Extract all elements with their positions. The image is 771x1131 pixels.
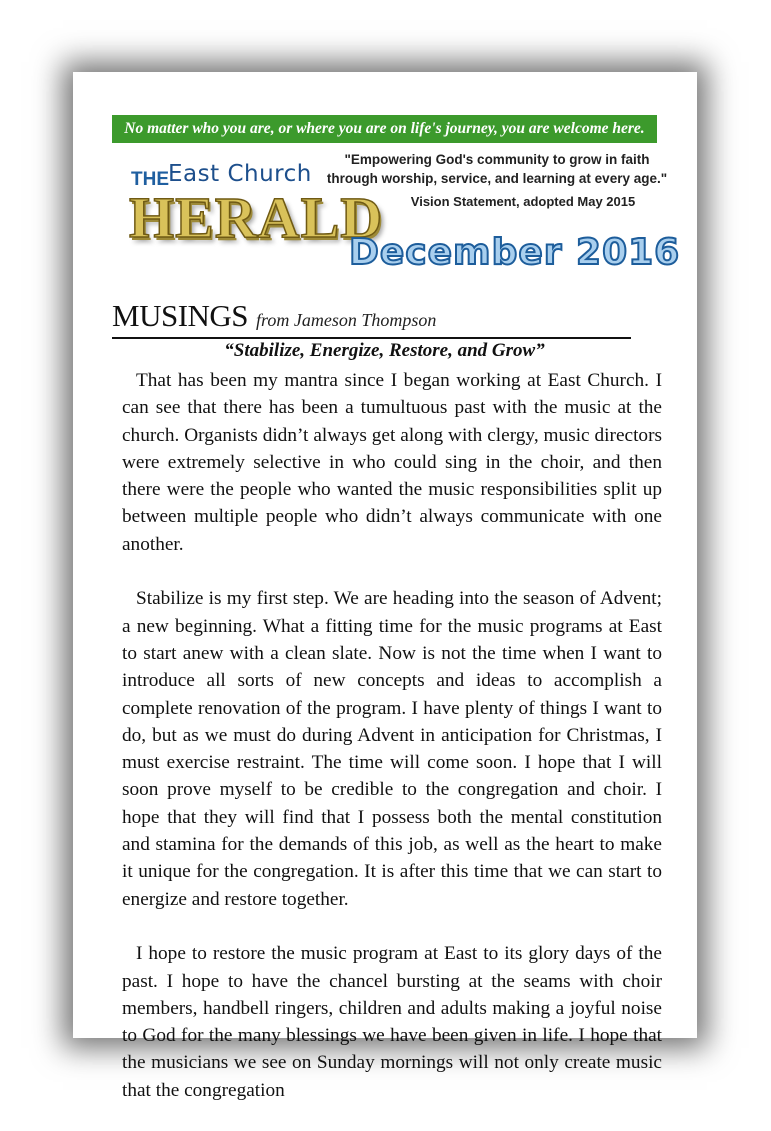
mission-quote: [317, 150, 677, 188]
issue-date: December 2016: [349, 232, 681, 273]
article-subtitle: “Stabilize, Energize, Restore, and Grow”: [224, 340, 545, 361]
logo-the-text: THE: [131, 169, 169, 190]
welcome-banner: No matter who you are, or where you are on life's journey, you are welcome here.: [112, 115, 657, 143]
article-paragraph: Stabilize is my first step. We are heading into the season of Advent; a new beginning. What a fitting time for the music programs at East to start anew with a clean slate. Now is not the time when I want to introduce all sorts of new concepts and ideas to accomplish a complete renovation of the program. I have plenty of things I want to do, but as we must do during Advent in anticipation for Christmas, I must exercise restraint. The time will come soon. I hope that I will soon prove myself to be credible to the congregation and choir. I hope that they will find that I possess both the mental constitution and stamina for the demands of this job, as well as the heart to make it unique for the congregation. It is after this time that we can start to energize and restore together.: [122, 588, 662, 910]
logo-east-church-text: East Church: [168, 161, 312, 187]
mission-quote-line-2: through worship, service, and learning at every age.": [326, 171, 668, 186]
mission-quote-line-1: "Empowering God's community to grow in faith: [344, 152, 650, 167]
article-body: [122, 367, 662, 1131]
vision-attribution: Vision Statement, adopted May 2015: [410, 194, 636, 209]
header-rule: [112, 337, 631, 339]
article-title: MUSINGS: [112, 298, 249, 333]
article-paragraph: That has been my mantra since I began working at East Church. I can see that there has been a tumultuous past with the music at the church. Organists didn’t always get along with clergy, music directors were extremely selective in who could sing in the choir, and then there were the people who wanted the music responsibilities split up between multiple people who didn’t always communicate with one another.: [122, 370, 662, 555]
article-header: [112, 298, 662, 334]
article-paragraph: I hope to restore the music program at East to its glory days of the past. I hope to have the chancel bursting at the seams with choir members, handbell ringers, children and adults making a joyful noise to God for the many blessings we have been given in life. I hope that the musicians we see on Sunday mornings will not only create music that the congregation: [122, 943, 662, 1101]
newsletter-page: [73, 72, 697, 1101]
logo-herald-text: HERALD: [129, 185, 384, 250]
article-byline: from Jameson Thompson: [256, 310, 437, 330]
